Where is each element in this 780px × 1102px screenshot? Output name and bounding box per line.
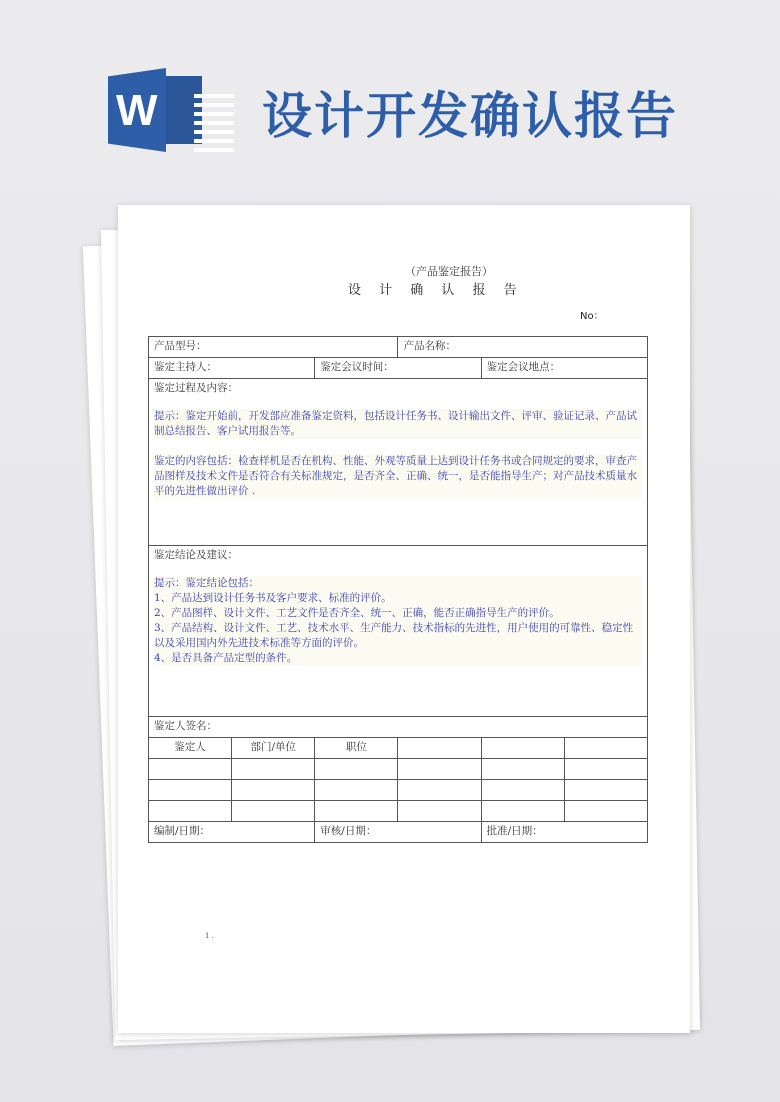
field-time: 鉴定会议时间：	[315, 358, 481, 379]
page-number: 1 .	[205, 932, 214, 940]
conclusion-label: 鉴定结论及建议：	[154, 549, 238, 561]
report-form	[148, 336, 648, 843]
footer-approved: 批准/日期：	[481, 822, 647, 843]
banner-title: 设计开发确认报告	[262, 87, 678, 145]
sig-cell	[398, 738, 481, 759]
field-place: 鉴定会议地点：	[481, 358, 647, 379]
process-hint-1: 提示：鉴定开始前，开发部应准备鉴定资料，包括设计任务书、设计输出文件、评审、验证记录、产品试制总结报告、客户试用报告等。	[154, 409, 642, 439]
conclusion-item: 1、产品达到设计任务书及客户要求、标准的评价。	[154, 591, 642, 606]
sig-header-dept: 部门/单位	[232, 738, 315, 759]
conclusion-item: 2、产品图样、设计文件、工艺文件是否齐全、统一、正确，能否正确指导生产的评价。	[154, 606, 642, 621]
conclusion-hint: 提示：鉴定结论包括：	[154, 576, 642, 591]
sig-row	[149, 759, 648, 780]
sig-row	[149, 801, 648, 822]
field-host: 鉴定主持人：	[149, 358, 315, 379]
doc-subtitle: （产品鉴定报告）	[405, 265, 493, 278]
process-hint-2: 鉴定的内容包括：检查样机是否在机构、性能、外观等质量上达到设计任务书或合同规定的要求，审查产品图样及技术文件是否符合有关标准规定，是否齐全、正确、统一，是否能指导生产；对产品技术质量水平的先进性做出评价 .	[154, 454, 642, 499]
process-section	[149, 379, 648, 546]
number-label: No：	[580, 311, 604, 322]
field-model: 产品型号：	[149, 337, 398, 358]
process-label: 鉴定过程及内容：	[154, 382, 238, 394]
conclusion-item: 4、是否具备产品定型的条件。	[154, 651, 642, 666]
sig-row	[149, 780, 648, 801]
conclusion-item: 3、产品结构、设计文件、工艺、技术水平、生产能力、技术指标的先进性，用户使用的可靠性、稳定性以及采用国内外先进技术标准等方面的评价。	[154, 621, 642, 651]
field-name: 产品名称：	[398, 337, 648, 358]
sig-header-name: 鉴定人	[149, 738, 232, 759]
sig-header-position: 职位	[315, 738, 398, 759]
signature-label: 鉴定人签名：	[149, 717, 648, 738]
footer-prepared: 编制/日期：	[149, 822, 315, 843]
sig-cell	[481, 738, 564, 759]
sig-cell	[564, 738, 647, 759]
doc-title: 设 计 确 认 报 告	[348, 283, 524, 298]
conclusion-section	[149, 546, 648, 717]
footer-reviewed: 审核/日期：	[315, 822, 481, 843]
word-logo-icon: W	[108, 68, 208, 152]
